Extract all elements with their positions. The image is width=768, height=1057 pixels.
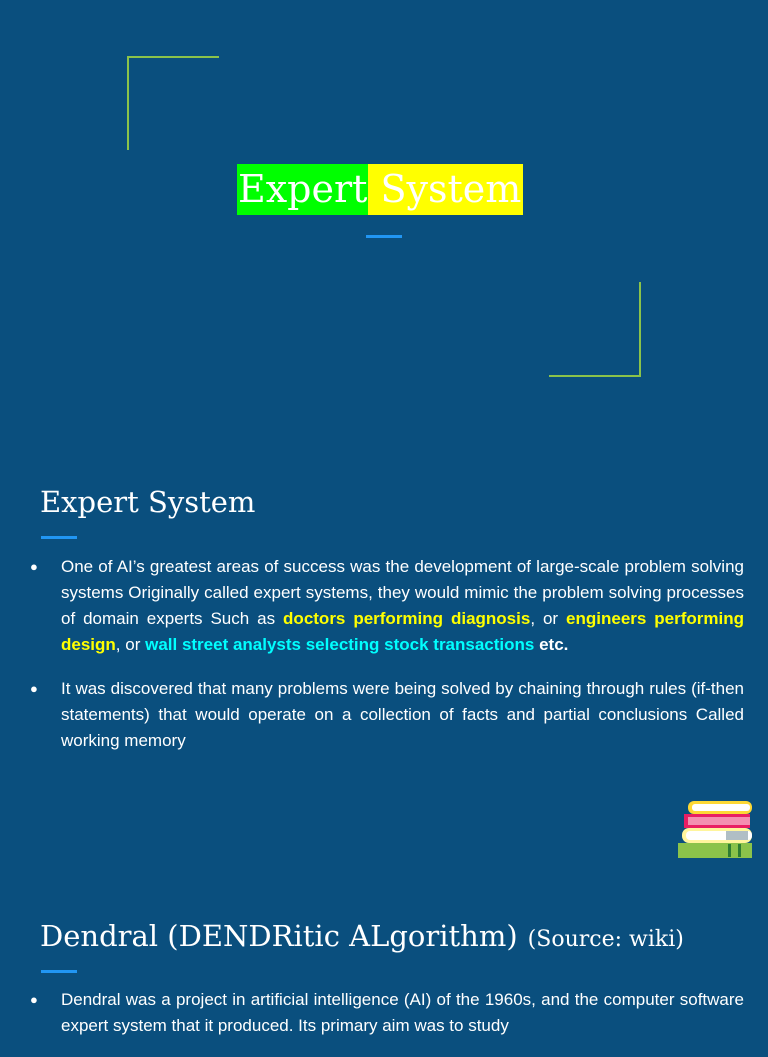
section-underline	[41, 970, 77, 973]
section-heading-text: Dendral (DENDRitic ALgorithm)	[40, 919, 518, 953]
bullet-dot: ●	[30, 559, 38, 574]
bullet-text: It was discovered that many problems were being solved by chaining through rules (if-then statements) that would operate on a collection of facts and partial conclusions Called working memory	[61, 679, 744, 750]
bullet-dot: ●	[30, 992, 38, 1007]
section-heading-text: Expert System	[40, 485, 256, 519]
title-word-system-text: System	[380, 167, 522, 211]
title-underline	[366, 235, 402, 238]
bullet-separator: , or	[115, 635, 146, 654]
title-word-expert: Expert	[237, 164, 368, 215]
corner-bracket-top-left	[127, 56, 219, 150]
section-underline	[41, 536, 77, 539]
bullet-separator: , or	[530, 609, 567, 628]
bullet-dot: ●	[30, 681, 38, 696]
title-word-system	[368, 164, 523, 215]
source-note: (Source: wiki)	[527, 927, 684, 952]
bullet-etc: etc.	[534, 635, 569, 654]
bullet-text: Dendral was a project in artificial intelligence (AI) of the 1960s, and the computer software expert system that it produced. Its primary aim was to study	[61, 990, 744, 1035]
highlight-engineers: engineers performing design	[61, 609, 744, 654]
section-heading-expert-system	[40, 484, 255, 520]
highlight-wall-street: wall street analysts selecting stock transactions	[145, 635, 535, 654]
expert-system-bullet-list	[30, 554, 744, 772]
bullet-text: One of AI’s greatest areas of success was the development of large-scale problem solving systems Originally called expert systems, they would mimic the problem solving processes of domain experts Such as	[61, 557, 744, 628]
highlight-doctors: doctors performing diagnosis	[283, 609, 531, 628]
list-item	[30, 554, 744, 658]
section-heading-dendral	[40, 918, 684, 958]
list-item	[30, 676, 744, 754]
books-icon	[676, 800, 754, 860]
slide-title	[237, 164, 523, 215]
corner-bracket-bottom-right	[549, 282, 641, 377]
dendral-bullet-list	[30, 987, 744, 1057]
list-item	[30, 987, 744, 1039]
